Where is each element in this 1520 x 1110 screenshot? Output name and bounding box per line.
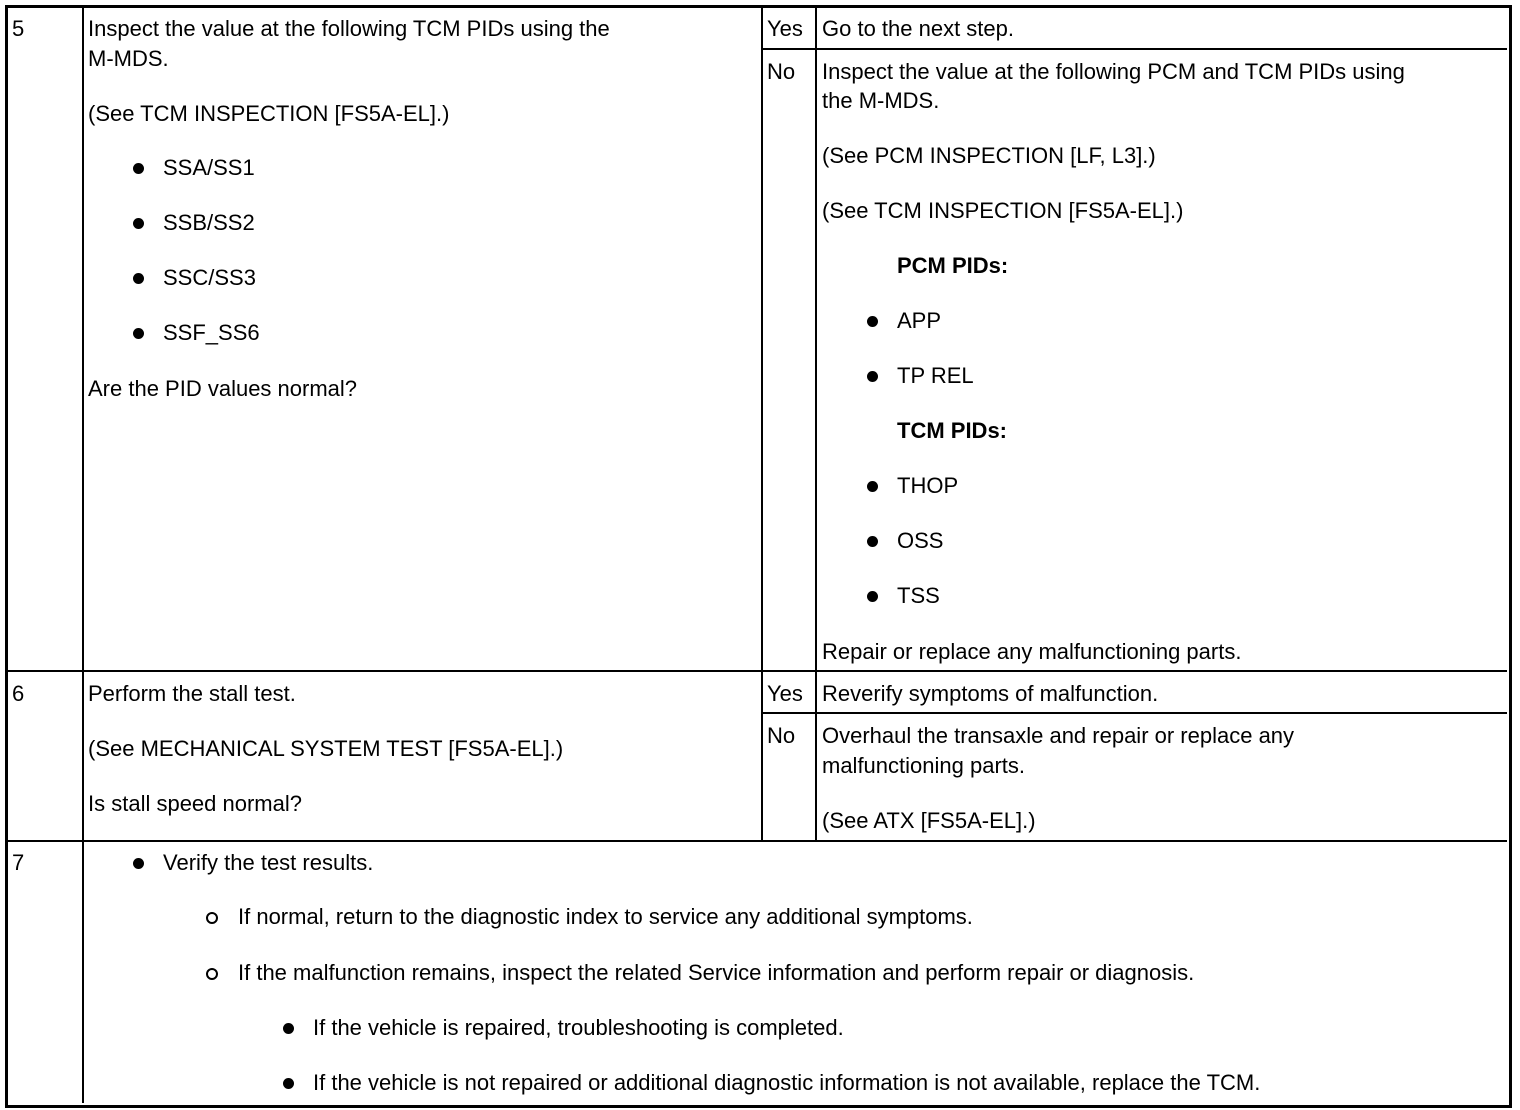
bullet-icon — [867, 316, 878, 327]
pid-item: SSA/SS1 — [163, 155, 255, 180]
pid-item: TP REL — [897, 363, 974, 388]
no-result-text: malfunctioning parts. — [822, 753, 1025, 778]
yes-no-divider — [762, 712, 1507, 714]
bullet-icon — [283, 1023, 294, 1034]
sub-bullet-text: If the malfunction remains, inspect the related Service information and perform repair or diagnosis. — [238, 960, 1195, 985]
pid-item: APP — [897, 308, 942, 333]
pid-item: SSB/SS2 — [163, 210, 255, 235]
step-number: 7 — [12, 850, 25, 875]
pid-item: THOP — [897, 473, 959, 498]
subsub-bullet-text: If the vehicle is repaired, troubleshooting is completed. — [313, 1015, 844, 1040]
tcm-pids-heading: TCM PIDs: — [897, 418, 1007, 443]
no-result-text: Repair or replace any malfunctioning parts. — [822, 639, 1242, 664]
bullet-icon — [133, 328, 144, 339]
bullet-text: Verify the test results. — [163, 850, 374, 875]
bullet-icon — [133, 163, 144, 174]
no-result-text: Inspect the value at the following PCM and TCM PIDs using — [822, 59, 1405, 84]
pid-item: OSS — [897, 528, 944, 553]
bullet-icon — [133, 858, 144, 869]
pid-item: TSS — [897, 583, 940, 608]
column-divider — [82, 7, 84, 1103]
bullet-icon — [867, 536, 878, 547]
hollow-bullet-icon — [206, 968, 218, 980]
bullet-icon — [133, 218, 144, 229]
action-text: Inspect the value at the following TCM PIDs using the — [88, 16, 610, 41]
reference-text: (See ATX [FS5A-EL].) — [822, 808, 1036, 833]
no-label: No — [767, 723, 796, 748]
pid-item: SSF_SS6 — [163, 320, 260, 345]
yes-result: Reverify symptoms of malfunction. — [822, 681, 1159, 706]
question-text: Are the PID values normal? — [88, 376, 358, 401]
bullet-icon — [867, 371, 878, 382]
yes-no-divider — [762, 48, 1507, 50]
reference-text: (See TCM INSPECTION [FS5A-EL].) — [822, 198, 1184, 223]
step-number: 6 — [12, 681, 25, 706]
reference-text: (See MECHANICAL SYSTEM TEST [FS5A-EL].) — [88, 736, 564, 761]
question-text: Is stall speed normal? — [88, 791, 302, 816]
bullet-icon — [867, 591, 878, 602]
yes-label: Yes — [767, 16, 803, 41]
step-number: 5 — [12, 16, 25, 41]
row-divider — [7, 670, 1507, 672]
subsub-bullet-text: If the vehicle is not repaired or additional diagnostic information is not available, replace the TCM. — [313, 1070, 1261, 1095]
bullet-icon — [867, 481, 878, 492]
reference-text: (See PCM INSPECTION [LF, L3].) — [822, 143, 1156, 168]
bullet-icon — [283, 1078, 294, 1089]
column-divider — [761, 7, 763, 841]
column-divider — [815, 7, 817, 841]
hollow-bullet-icon — [206, 912, 218, 924]
action-text: M-MDS. — [88, 46, 169, 71]
pcm-pids-heading: PCM PIDs: — [897, 253, 1009, 278]
sub-bullet-text: If normal, return to the diagnostic index to service any additional symptoms. — [238, 904, 973, 929]
no-result-text: the M-MDS. — [822, 88, 940, 113]
bullet-icon — [133, 273, 144, 284]
no-result-text: Overhaul the transaxle and repair or replace any — [822, 723, 1295, 748]
reference-text: (See TCM INSPECTION [FS5A-EL].) — [88, 101, 450, 126]
action-text: Perform the stall test. — [88, 681, 296, 706]
no-label: No — [767, 59, 796, 84]
yes-result: Go to the next step. — [822, 16, 1015, 41]
yes-label: Yes — [767, 681, 803, 706]
row-divider — [7, 840, 1507, 842]
pid-item: SSC/SS3 — [163, 265, 256, 290]
